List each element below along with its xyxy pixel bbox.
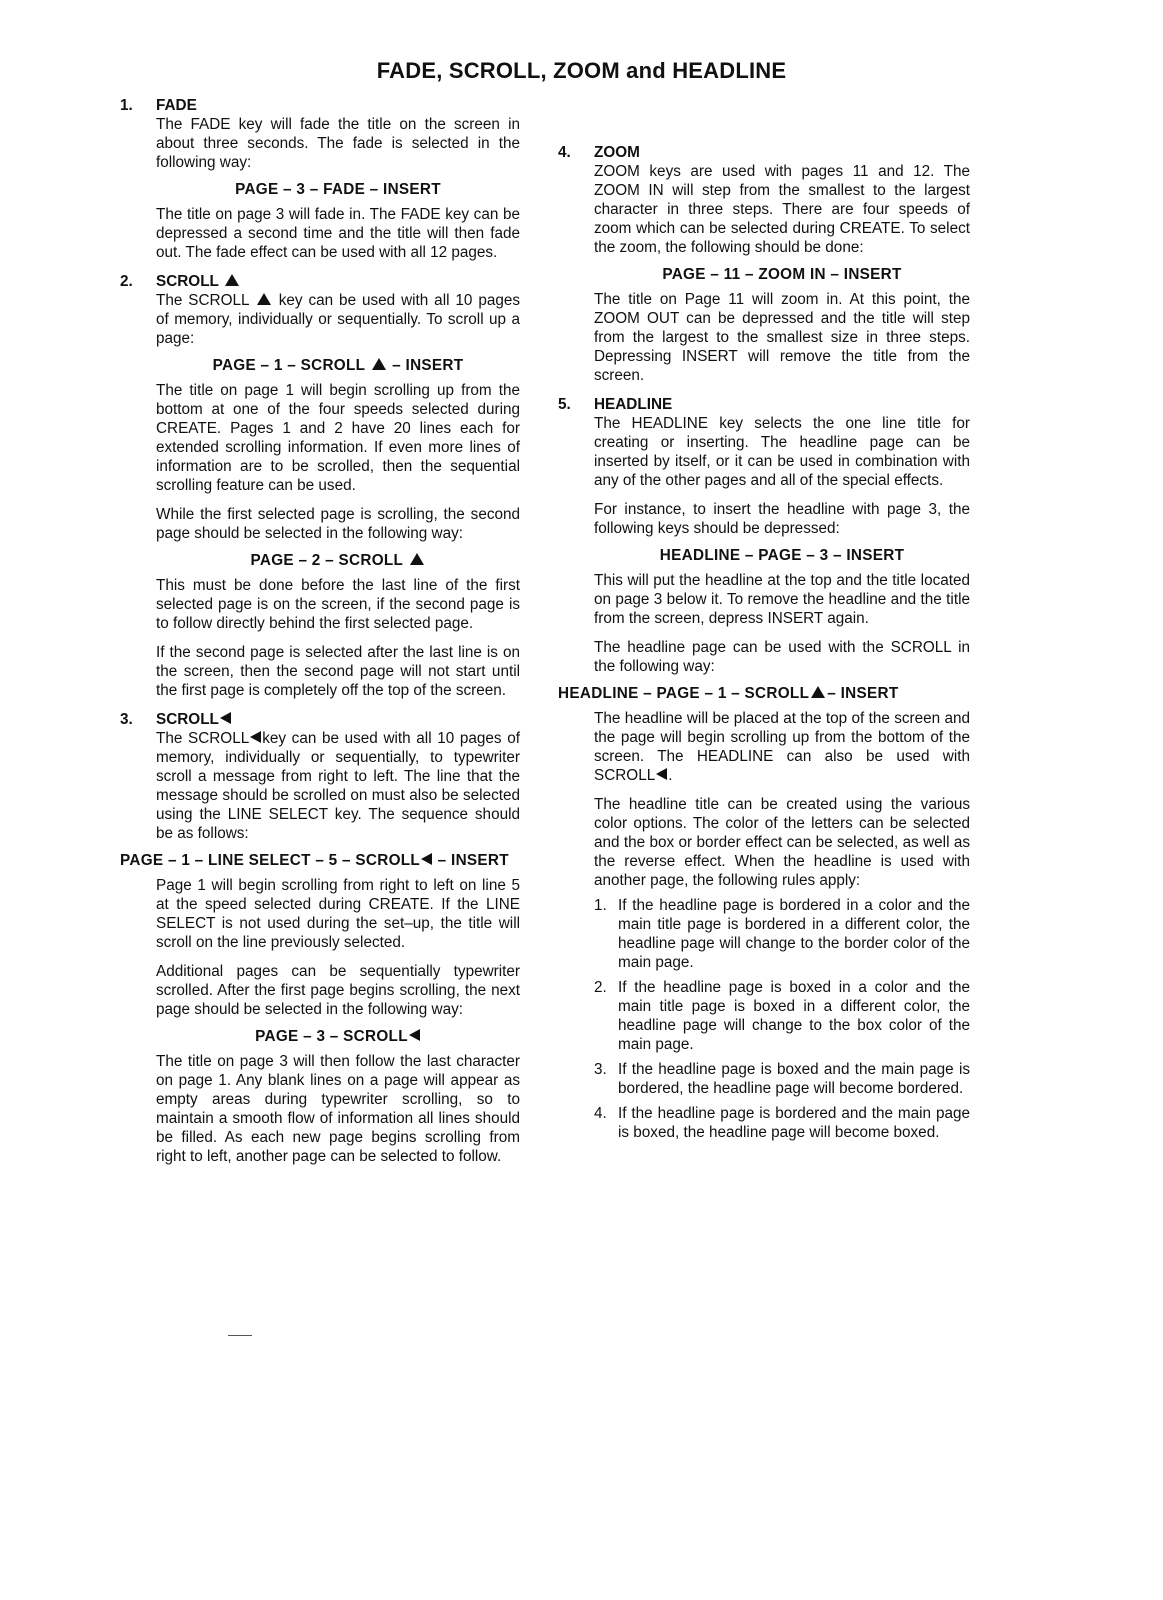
section-fade-heading [120,96,520,115]
text-run: PAGE – 1 – LINE SELECT – 5 – SCROLL [120,852,421,869]
list-item [594,978,970,1054]
text-run: – INSERT [392,357,464,374]
text-run: PAGE – 1 – SCROLL [212,357,366,374]
list-item [594,1104,970,1142]
left-column [120,96,520,1166]
text-run: The headline will be placed at the top of the screen and the page will begin scrolling up from the bottom of the screen. The HEADLINE can also be used with SCROLL [594,710,970,784]
section-title-wrap [156,710,232,729]
text-run: HEADLINE – PAGE – 1 – SCROLL [558,685,810,702]
left-arrow-icon [250,731,261,743]
list-text: If the headline page is bordered and the main page is boxed, the headline page will become boxed. [618,1105,970,1141]
paragraph [156,291,520,348]
paragraph: The HEADLINE key selects the one line title for creating or inserting. The headline page can be inserted by itself, or it can be used in combination with any of the other pages and all of the special effects. [594,415,970,489]
paragraph: Additional pages can be sequentially typewriter scrolled. After the first page begins scrolling, the next page should be selected in the following way: [156,963,520,1018]
section-fade [120,96,520,262]
section-body [594,414,970,676]
key-sequence [156,356,520,375]
text-run: PAGE – 3 – SCROLL [255,1028,408,1045]
paragraph: The title on page 3 will then follow the last character on page 1. Any blank lines on a page will appear as empty areas during typewriter scrolling, so to maintain a smooth flow of information all lines should be filled. As each new page begins scrolling from right to left, another page can be selected to follow. [156,1053,520,1165]
text-run: – INSERT [827,685,899,702]
text-run: . [668,767,673,784]
key-sequence [120,851,520,870]
divider [228,1335,252,1336]
up-arrow-icon [811,686,825,698]
up-arrow-icon [257,293,271,305]
section-number: 2. [120,273,133,290]
section-scroll-up [120,272,520,700]
section-title: SCROLL [156,711,219,728]
section-title-wrap [156,272,241,291]
paragraph: The title on Page 11 will zoom in. At this point, the ZOOM OUT can be depressed and the title will step from the largest to the smallest size in three steps. Depressing INSERT will remove the title from the screen. [594,291,970,384]
paragraph [594,709,970,785]
key-sequence [558,684,970,703]
list-number: 3. [594,1061,607,1078]
paragraph: For instance, to insert the headline with page 3, the following keys should be depressed: [594,501,970,537]
section-headline [558,395,970,1142]
paragraph: The title on page 1 will begin scrolling up from the bottom at one of the four speeds selected during CREATE. Pages 1 and 2 have 20 lines each for extended scrolling information. If even more lines of information are to be scrolled, then the sequential scrolling feature can be used. [156,382,520,494]
left-arrow-icon [656,768,667,780]
paragraph: Page 1 will begin scrolling from right to left on line 5 at the speed selected during CREATE. If the LINE SELECT is not used during the set–up, the title will scroll on the line previously selected. [156,877,520,951]
section-body [156,291,520,700]
section-title: SCROLL [156,273,219,290]
text-run: PAGE – 2 – SCROLL [250,552,403,569]
key-sequence [156,551,520,570]
section-title: FADE [156,97,197,114]
key-sequence: HEADLINE – PAGE – 3 – INSERT [659,547,905,564]
rules-list [594,896,970,1142]
left-arrow-icon [421,853,432,865]
list-item [594,1060,970,1098]
text-run: key can be used with all 10 pages of memory, individually or sequentially. To scroll up a page: [156,292,521,347]
section-body [156,115,520,262]
list-text: If the headline page is bordered in a color and the main title page is bordered in a different color, the headline page will change to the border color of the main page. [618,897,970,971]
paragraph [156,729,520,843]
text-run: – INSERT [437,852,509,869]
section-number: 5. [558,396,571,413]
section-body [156,729,520,843]
section-body-cont [594,709,970,890]
key-sequence [156,1027,520,1046]
section-number: 1. [120,97,133,114]
section-scroll-left [120,710,520,1166]
right-column [558,96,970,1148]
text-run: The SCROLL [156,292,249,309]
key-sequence: PAGE – 11 – ZOOM IN – INSERT [662,266,902,283]
paragraph: The headline title can be created using the various color options. The color of the letters can be selected and the box or border effect can be selected, as well as the reverse effect. When the headline is used with another page, the following rules apply: [594,796,970,889]
section-body [594,162,970,385]
section-scroll-up-heading [120,272,520,291]
up-arrow-icon [225,274,239,286]
list-number: 4. [594,1105,607,1122]
text-run: key can be used with all 10 pages of memory, individually or sequentially, to typewriter scroll a message from right to left. The line that the message should be scrolled on must also be selected using the LINE SELECT key. The sequence should be as follows: [156,730,520,842]
list-item [594,896,970,972]
up-arrow-icon [372,358,386,370]
list-number: 1. [594,897,607,914]
section-body-cont [156,876,520,1166]
paragraph: ZOOM keys are used with pages 11 and 12. The ZOOM IN will step from the smallest to the largest character in three steps. There are four speeds of zoom which can be selected during CREATE. To select the zoom, the following should be done: [594,163,970,256]
section-zoom-heading [558,143,970,162]
section-title: ZOOM [594,144,640,161]
paragraph: While the first selected page is scrolling, the second page should be selected in the following way: [156,506,520,542]
paragraph: The title on page 3 will fade in. The FADE key can be depressed a second time and the title will then fade out. The fade effect can be used with all 12 pages. [156,206,520,261]
section-title: HEADLINE [594,396,673,413]
list-text: If the headline page is boxed and the main page is bordered, the headline page will become bordered. [618,1061,970,1097]
paragraph: This will put the headline at the top and the title located on page 3 below it. To remove the headline and the title from the screen, depress INSERT again. [594,572,970,627]
page-title: FADE, SCROLL, ZOOM and HEADLINE [376,58,787,83]
section-headline-heading [558,395,970,414]
section-scroll-left-heading [120,710,520,729]
section-number: 4. [558,144,571,161]
text-run: The SCROLL [156,730,250,747]
key-sequence: PAGE – 3 – FADE – INSERT [235,181,441,198]
paragraph: The FADE key will fade the title on the screen in about three seconds. The fade is selected in the following way: [156,116,520,171]
up-arrow-icon [410,553,424,565]
section-number: 3. [120,711,133,728]
list-text: If the headline page is boxed in a color and the main title page is boxed in a different color, the headline page will change to the box color of the main page. [618,979,970,1053]
list-number: 2. [594,979,607,996]
paragraph: The headline page can be used with the SCROLL in the following way: [594,639,970,675]
paragraph: If the second page is selected after the last line is on the screen, then the second page will not start until the first page is completely off the top of the screen. [156,644,520,699]
paragraph: This must be done before the last line of the first selected page is on the screen, if the second page is to follow directly behind the first selected page. [156,577,520,632]
section-zoom [558,143,970,385]
left-arrow-icon [409,1029,420,1041]
left-arrow-icon [220,712,231,724]
